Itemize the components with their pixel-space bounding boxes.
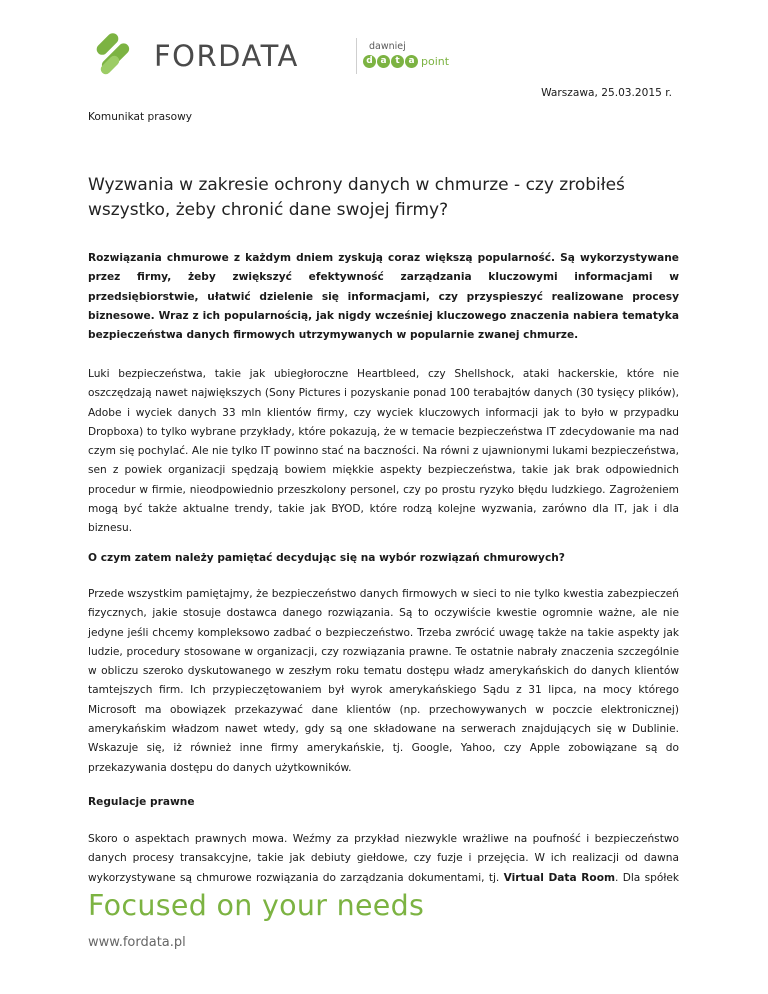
- former-brand-letter: a: [405, 55, 418, 68]
- virtual-data-room-emphasis: Virtual Data Room: [503, 871, 616, 884]
- letterhead: [88, 30, 688, 80]
- formerly-label: dawniej: [369, 41, 406, 52]
- former-brand-suffix: point: [421, 55, 450, 68]
- logo-divider: [356, 38, 357, 74]
- article-title: Wyzwania w zakresie ochrony danych w chmurze - czy zrobiłeś wszystko, żeby chronić dane swojej firmy?: [88, 175, 625, 220]
- body-paragraph-3: [88, 830, 679, 888]
- former-brand-letter: a: [377, 55, 390, 68]
- body-paragraph-1: Luki bezpieczeństwa, takie jak ubiegłoroczne Heartbleed, czy Shellshock, ataki hackerskie, które nie oszczędzają nawet największych (Sony Pictures i pozyskanie ponad 100 terabajtów danych (30 tysięcy plików), Adobe i wyciek danych 33 mln klientów firmy, czy wyciek kluczowych informacji jak to było w przypadku Dropboxa) to tylko wybrane przykłady, które pokazują, że w temacie bezpieczeństwa IT zdecydowanie ma nad czym się pochylać. Ale nie tylko IT powinno stać na baczności. Na równi z ujawnionymi lukami bezpieczeństwa, sen z powiek organizacji spędzają bowiem miękkie aspekty bezpieczeństwa, takie jak brak odpowiednich procedur w firmie, nieodpowiednio przeszkolony personel, czy po prostu ryzyko błędu ludzkiego. Zagrożeniem mogą być także aktualne trendy, takie jak BYOD, które rodzą kolejne wyzwania, zarówno dla IT, jak i dla biznesu.: [88, 368, 679, 535]
- section-heading-1: O czym zatem należy pamiętać decydując się na wybór rozwiązań chmurowych?: [88, 552, 565, 564]
- footer-slogan: Focused on your needs: [88, 889, 425, 922]
- paragraph-3-text-after: . Dla spółek: [615, 871, 679, 884]
- lead-paragraph: Rozwiązania chmurowe z każdym dniem zyskują coraz większą popularność. Są wykorzystywane przez firmy, żeby zwiększyć efektywność zarządzania kluczowymi informacjami w przedsiębiorstwie, ułatwić dzielenie się informacjami, czy przyspieszyć realizowane procesy biznesowe. Wraz z ich popularnością, jak nigdy wcześniej kluczowego znaczenia nabiera tematyka bezpieczeństwa danych firmowych utrzymywanych w popularnie zwanej chmurze.: [88, 252, 679, 342]
- brand-name: FORDATA: [154, 39, 299, 73]
- paragraph-3-text-before: Skoro o aspektach prawnych mowa. Weźmy za przykład niezwykle wrażliwe na poufność i bezpieczeństwo danych procesy transakcyjne, takie jak debiuty giełdowe, czy fuzje i przejęcia. W ich realizacji od dawna wykorzystywane są chmurowe rozwiązania do zarządzania dokumentami, tj.: [88, 833, 679, 884]
- body-paragraph-2: Przede wszystkim pamiętajmy, że bezpieczeństwo danych firmowych w sieci to nie tylko kwestia zabezpieczeń fizycznych, jakie stosuje dostawca danego rozwiązania. Są to oczywiście kwestie ogromnie ważne, ale nie jedyne jeśli chcemy kompleksowo zadbać o bezpieczeństwo. Trzeba zwrócić uwagę także na takie aspekty jak ludzie, procedury stosowane w organizacji, czy rozwiązania prawne. Te ostatnie nabrały znaczenia szczególnie w obliczu szeroko dyskutowanego w zeszłym roku tematu dostępu władz amerykańskich do danych klientów tamtejszych firm. Ich przypieczętowaniem był wyrok amerykańskiego Sądu z 31 lipca, na mocy którego Microsoft ma obowiązek przekazywać dane klientów (np. przechowywanych w poczcie elektronicznej) amerykańskim władzom nawet wtedy, gdy są one składowane na serwerach znajdujących się w Dublinie. Wskazuje się, iż również inne firmy amerykańskie, tj. Google, Yahoo, czy Apple zobowiązane są do przekazywania dostępu do danych użytkowników.: [88, 588, 679, 774]
- former-brand-logo: [363, 55, 449, 68]
- fordata-logo-mark-icon: [88, 30, 146, 78]
- former-brand-letter: d: [363, 55, 376, 68]
- former-brand-letter: t: [391, 55, 404, 68]
- date-line: Warszawa, 25.03.2015 r.: [541, 87, 672, 99]
- section-heading-2: Regulacje prawne: [88, 796, 195, 808]
- footer-website: www.fordata.pl: [88, 935, 186, 950]
- document-type-label: Komunikat prasowy: [88, 111, 193, 123]
